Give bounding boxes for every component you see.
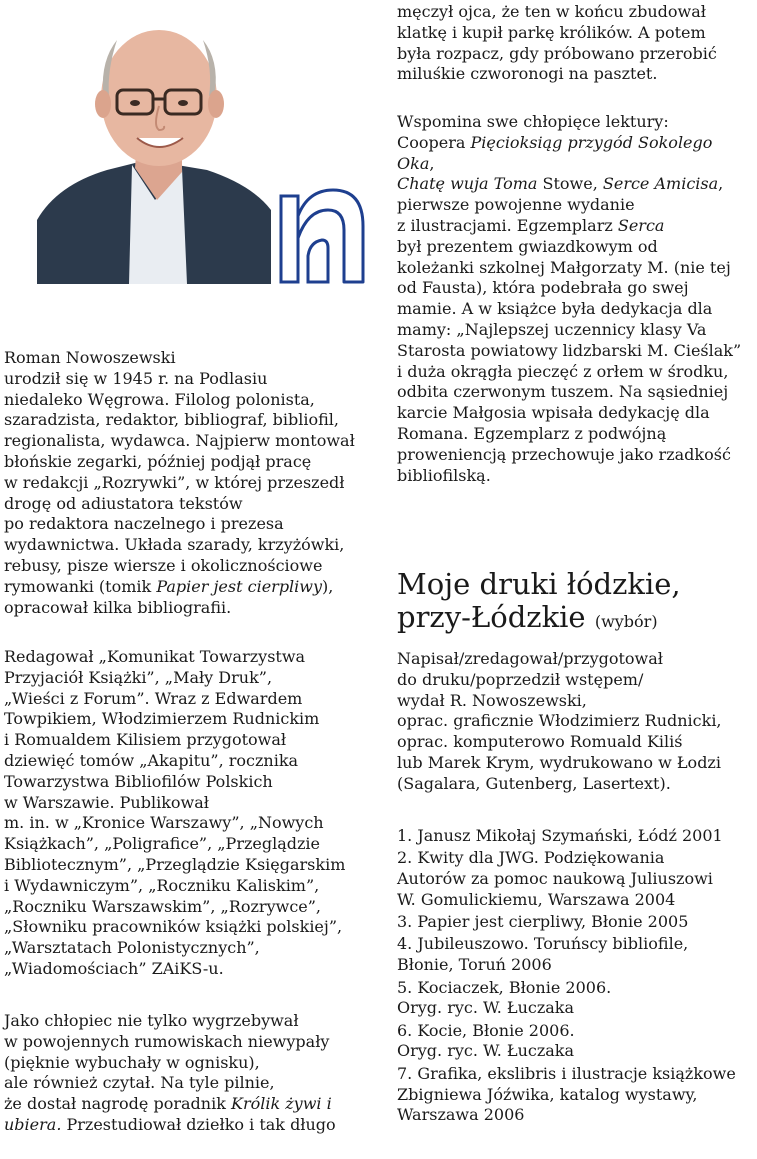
- list-item: 3. Papier jest cierpliwy, Błonie 2005: [397, 912, 689, 932]
- book-title-italic: Królik żywi i ubiera.: [4, 1094, 332, 1134]
- rabbits-paragraph: męczył ojca, że ten w końcu zbudował klatkę i kupił parkę królików. A potem była rozpacz, gdy próbowano przerobić miluśkie czworonogi na pasztet.: [397, 2, 717, 84]
- n-monogram-logo: [278, 186, 366, 284]
- publications-paragraph: Redagował „Komunikat Towarzystwa Przyjaciół Książki”, „Mały Druk”, „Wieści z Forum”. Wraz z Edwardem Towpikiem, Włodzimierzem Rudnickim i Romualdem Kilisiem przygotował dziewięć tomów „Akapitu”, rocznika Towarzystwa Bibliofilów Polskich w Warszawie. Publikował m. in. w „Kronice Warszawy”, „Nowych Książkach”, „Poligrafice”, „Przeglądzie Bibliotecznym”, „Przeglądzie Księgarskim i Wydawniczym”, „Roczniku Kaliskim”, „Roczniku Warszawskim”, „Rozrywce”, „Słowniku pracowników książki polskiej”, „Warsztatach Polonistycznych”, „Wiadomościach” ZAiKS-u.: [4, 647, 346, 978]
- book-title-italic: Papier jest cierpliwy: [156, 576, 323, 596]
- list-item: 1. Janusz Mikołaj Szymański, Łódź 2001: [397, 826, 723, 845]
- prints-list: [397, 826, 753, 1128]
- readings-paragraph: Wspomina swe chłopięce lektury: Coopera Pięcioksiąg przygód Sokolego Oka, Chatę wuja Toma Stowe, Serce Amicisa, pierwsze powojenne wydanie z ilustracjami. Egzemplarz Serca był prezentem gwiazdkowym od koleżanki szkolnej Małgorzaty M. (nie tej od Fausta), która podebrała go swej mamie. A w książce była dedykacja dla mamy: „Najlepszej uczennicy klasy Va Starosta powiatowy lidzbarski M. Cieślak” i duża okrągła pieczęć z orłem w środku, odbita czerwonym tuszem. Na sąsiedniej karcie Małgosia wpisała dedykację dla Romana. Egzemplarz z podwójną proweniencją przechowuje jako rzadkość bibliofilską.: [397, 112, 742, 485]
- bio-paragraph: Roman Nowoszewski urodził się w 1945 r. na Podlasiu niedaleko Węgrowa. Filolog polonista, szaradzista, redaktor, bibliograf, bibliofil, regionalista, wydawca. Najpierw montował błońskie zegarki, później podjął pracę w redakcji „Rozrywki”, w której przeszedł drogę od adiustatora tekstów po redaktora naczelnego i prezesa wydawnictwa. Układa szarady, krzyżówki, rebusy, pisze wiersze i okolicznościowe rymowanki (tomik Papier jest cierpliwy), opracował kilka bibliografii.: [4, 348, 355, 617]
- book-title-italic: Chatę wuja Toma: [397, 174, 538, 194]
- list-item: 4. Jubileuszowo. Toruńscy bibliofile, Błonie, Toruń 2006: [397, 934, 689, 975]
- list-item: 6. Kocie, Błonie 2006. Oryg. ryc. W. Łuczaka: [397, 1020, 575, 1061]
- list-item: 2. Kwity dla JWG. Podziękowania Autorów za pomoc naukową Juliuszowi W. Gomulickiemu, Warszawa 2004: [397, 848, 713, 909]
- credits-paragraph: Napisał/zredagował/przygotował do druku/poprzedził wstępem/ wydał R. Nowoszewski, oprac. graficznie Włodzimierz Rudnicki, oprac. komputerowo Romuald Kiliś lub Marek Krym, wydrukowano w Łodzi (Sagalara, Gutenberg, Lasertext).: [397, 649, 722, 793]
- book-title-italic: Serce Amicisa: [602, 174, 719, 194]
- list-item: 5. Kociaczek, Błonie 2006. Oryg. ryc. W. Łuczaka: [397, 977, 612, 1018]
- book-title-italic: Serca: [617, 215, 665, 235]
- list-item: 7. Grafika, ekslibris i ilustracje książkowe Zbigniewa Jóźwika, katalog wystawy, Warszawa 2006: [397, 1063, 736, 1125]
- book-title-italic: Pięcioksiąg przygód Sokolego Oka: [397, 132, 713, 173]
- portrait-photo: [37, 0, 271, 284]
- section-heading: Moje druki łódzkie, przy-Łódzkie (wybór): [397, 567, 681, 634]
- portrait-illustration: [37, 0, 271, 284]
- heading-note: (wybór): [594, 612, 658, 631]
- childhood-paragraph: Jako chłopiec nie tylko wygrzebywał w powojennych rumowiskach niewypały (pięknie wybuchały w ognisku), ale również czytał. Na tyle pilnie, że dostał nagrodę poradnik Królik żywi i ubiera. Przestudiował dziełko i tak długo: [4, 1011, 336, 1134]
